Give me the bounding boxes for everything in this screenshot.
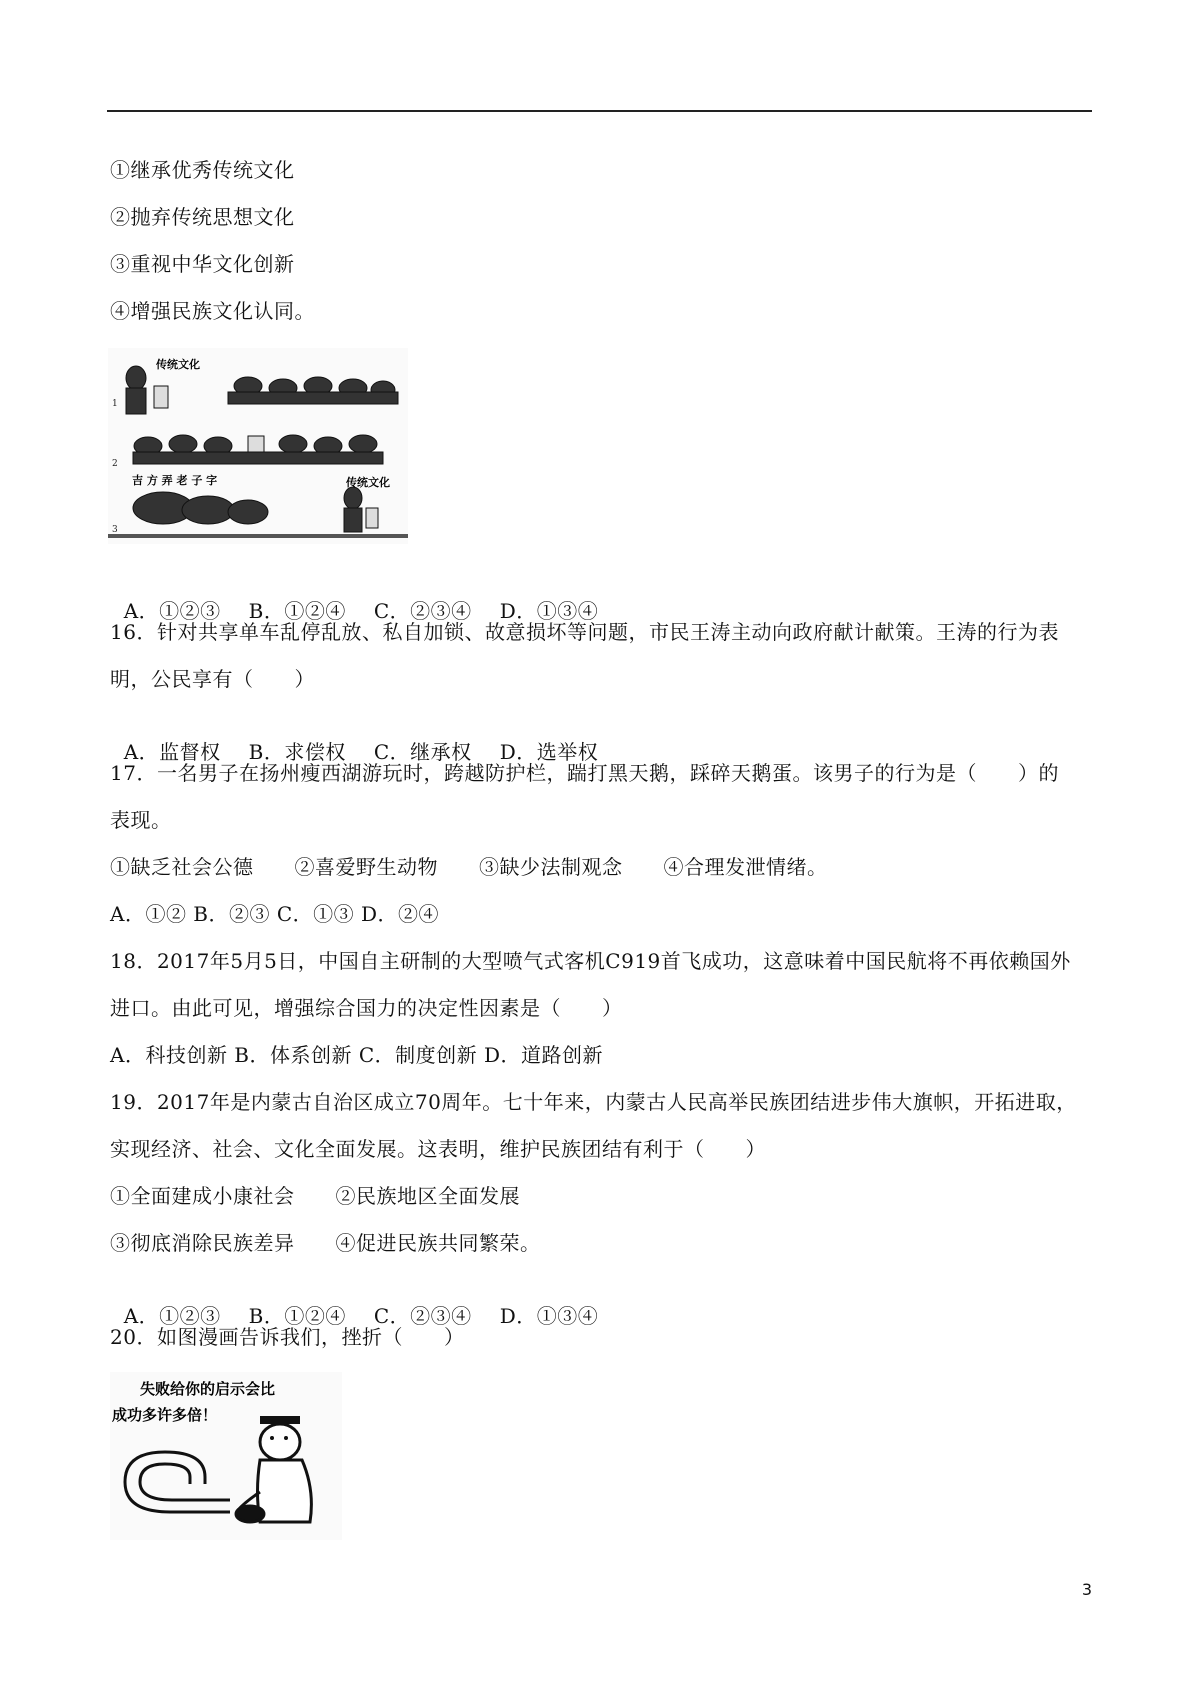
q16-stem-line2: 明，公民享有（ ） — [110, 667, 315, 691]
page-number: 3 — [1081, 1580, 1092, 1599]
q15-option-b: B．①②④ — [248, 599, 346, 623]
q16-stem-line1: 16．针对共享单车乱停乱放、私自加锁、故意损坏等问题，市民王涛主动向政府献计献策。王涛的行为表 — [110, 620, 1059, 644]
q15-item-1: ①继承优秀传统文化 — [110, 158, 295, 182]
q15-option-c: C．②③④ — [373, 599, 472, 623]
q15-comic-figure — [108, 348, 408, 544]
q18-options: A．科技创新 B．体系创新 C．制度创新 D．道路创新 — [110, 1043, 604, 1067]
q19-option-a: A．①②③ — [123, 1304, 221, 1328]
q19-stem-line2: 实现经济、社会、文化全面发展。这表明，维护民族团结有利于（ ） — [110, 1137, 766, 1161]
q19-option-d: D．①③④ — [499, 1304, 599, 1328]
q20-comic-figure — [110, 1372, 342, 1540]
q16-option-b: B．求偿权 — [248, 740, 346, 764]
q19-items-line1: ①全面建成小康社会 ②民族地区全面发展 — [110, 1184, 520, 1208]
q15-option-a: A．①②③ — [123, 599, 221, 623]
q19-option-c: C．②③④ — [373, 1304, 472, 1328]
q19-stem-line1: 19．2017年是内蒙古自治区成立70周年。七十年来，内蒙古人民高举民族团结进步伟大旗帜，开拓进取， — [110, 1090, 1077, 1114]
header-rule — [107, 110, 1092, 112]
q16-option-c: C．继承权 — [373, 740, 472, 764]
q20-comic-caption-2: 成功多许多倍！ — [112, 1406, 218, 1424]
q20-stem: 20．如图漫画告诉我们，挫折（ ） — [110, 1325, 465, 1349]
q15-item-4: ④增强民族文化认同。 — [110, 299, 315, 323]
q15-item-3: ③重视中华文化创新 — [110, 252, 295, 276]
svg-text:2: 2 — [112, 459, 118, 469]
q17-items: ①缺乏社会公德 ②喜爱野生动物 ③缺少法制观念 ④合理发泄情绪。 — [110, 855, 828, 879]
q19-options — [110, 1277, 626, 1329]
q18-stem-line2: 进口。由此可见，增强综合国力的决定性因素是（ ） — [110, 996, 623, 1020]
q17-stem-line2: 表现。 — [110, 808, 172, 832]
q16-options — [110, 713, 626, 765]
q18-stem-line1: 18．2017年5月5日，中国自主研制的大型喷气式客机C919首飞成功，这意味着中国民航将不再依赖国外 — [110, 949, 1071, 973]
q17-options: A．①② B．②③ C．①③ D．②④ — [110, 902, 440, 926]
q15-option-d: D．①③④ — [499, 599, 599, 623]
q17-stem-line1: 17．一名男子在扬州瘦西湖游玩时，跨越防护栏，踹打黑天鹅，踩碎天鹅蛋。该男子的行为是（ ）的 — [110, 761, 1059, 785]
q15-comic-label-bottom: 传统文化 — [346, 476, 390, 489]
q20-comic-caption-1: 失败给你的启示会比 — [140, 1380, 276, 1398]
svg-text:3: 3 — [112, 525, 118, 535]
q15-comic-label-top: 传统文化 — [156, 358, 200, 371]
q19-items-line2: ③彻底消除民族差异 ④促进民族共同繁荣。 — [110, 1231, 541, 1255]
q16-option-d: D．选举权 — [499, 740, 599, 764]
q15-item-2: ②抛弃传统思想文化 — [110, 205, 295, 229]
q16-option-a: A．监督权 — [123, 740, 221, 764]
q15-options — [110, 572, 626, 624]
q15-comic-floating-text: 吉 方 弄 老 子 字 — [132, 474, 218, 487]
q19-option-b: B．①②④ — [248, 1304, 346, 1328]
svg-text:1: 1 — [112, 399, 118, 409]
